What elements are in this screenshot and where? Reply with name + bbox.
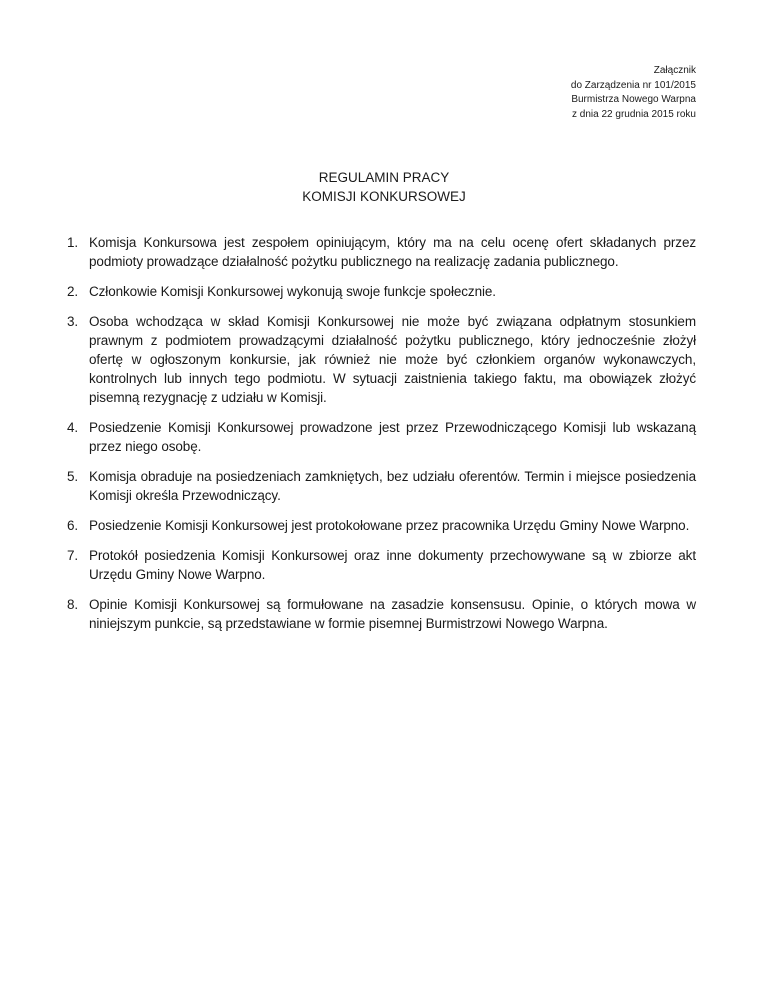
document-title (0, 168, 768, 206)
title-line-1: REGULAMIN PRACY (318, 170, 450, 185)
list-item (67, 282, 696, 301)
item-text: Posiedzenie Komisji Konkursowej prowadzone jest przez Przewodniczącego Komisji lub wskazaną przez niego osobę. (89, 420, 696, 454)
annex-label: Załącznik (653, 65, 696, 76)
item-number: 7. (67, 548, 79, 563)
list-item (67, 418, 696, 456)
item-text: Członkowie Komisji Konkursowej wykonują swoje funkcje społecznie. (89, 284, 496, 299)
item-text: Komisja obraduje na posiedzeniach zamkniętych, bez udziału oferentów. Termin i miejsce posiedzenia Komisji określa Przewodniczący. (89, 469, 696, 503)
annex-issuer: Burmistrza Nowego Warpna (571, 94, 696, 105)
item-number: 3. (67, 314, 79, 329)
item-number: 2. (67, 284, 79, 299)
annex-header (571, 64, 696, 122)
list-item (67, 595, 696, 633)
item-number: 6. (67, 518, 79, 533)
item-number: 5. (67, 469, 79, 484)
regulation-list (67, 233, 696, 644)
item-text: Osoba wchodząca w skład Komisji Konkursowej nie może być związana odpłatnym stosunkiem prawnym z podmiotem prowadzącymi działalność pożytku publicznego, który jednocześnie złożył ofertę w ogłoszonym konkursie, jak również nie może być członkiem organów wykonawczych, kontrolnych lub innych tego podmiotu. W sytuacji zaistnienia takiego faktu, ma obowiązek złożyć pisemną rezygnację z udziału w Komisji. (89, 314, 696, 405)
annex-date: z dnia 22 grudnia 2015 roku (572, 108, 696, 120)
annex-ordinance: do Zarządzenia nr 101/2015 (570, 79, 696, 91)
item-text: Opinie Komisji Konkursowej są formułowane na zasadzie konsensusu. Opinie, o których mowa w niniejszym punkcie, są przedstawiane w formie pisemnej Burmistrzowi Nowego Warpna. (89, 597, 696, 631)
list-item (67, 516, 696, 535)
title-line-2: KOMISJI KONKURSOWEJ (302, 189, 466, 204)
list-item (67, 312, 696, 407)
item-number: 8. (67, 597, 79, 612)
item-text: Posiedzenie Komisji Konkursowej jest protokołowane przez pracownika Urzędu Gminy Nowe Warpno. (89, 518, 690, 533)
list-item (67, 467, 696, 505)
item-text: Komisja Konkursowa jest zespołem opiniującym, który ma na celu ocenę ofert składanych przez podmioty prowadzące działalność pożytku publicznego na realizację zadania publicznego. (89, 235, 696, 269)
item-number: 1. (67, 235, 79, 250)
item-number: 4. (67, 420, 79, 435)
item-text: Protokół posiedzenia Komisji Konkursowej oraz inne dokumenty przechowywane są w zbiorze akt Urzędu Gminy Nowe Warpno. (89, 548, 696, 582)
list-item (67, 233, 696, 271)
list-item (67, 546, 696, 584)
